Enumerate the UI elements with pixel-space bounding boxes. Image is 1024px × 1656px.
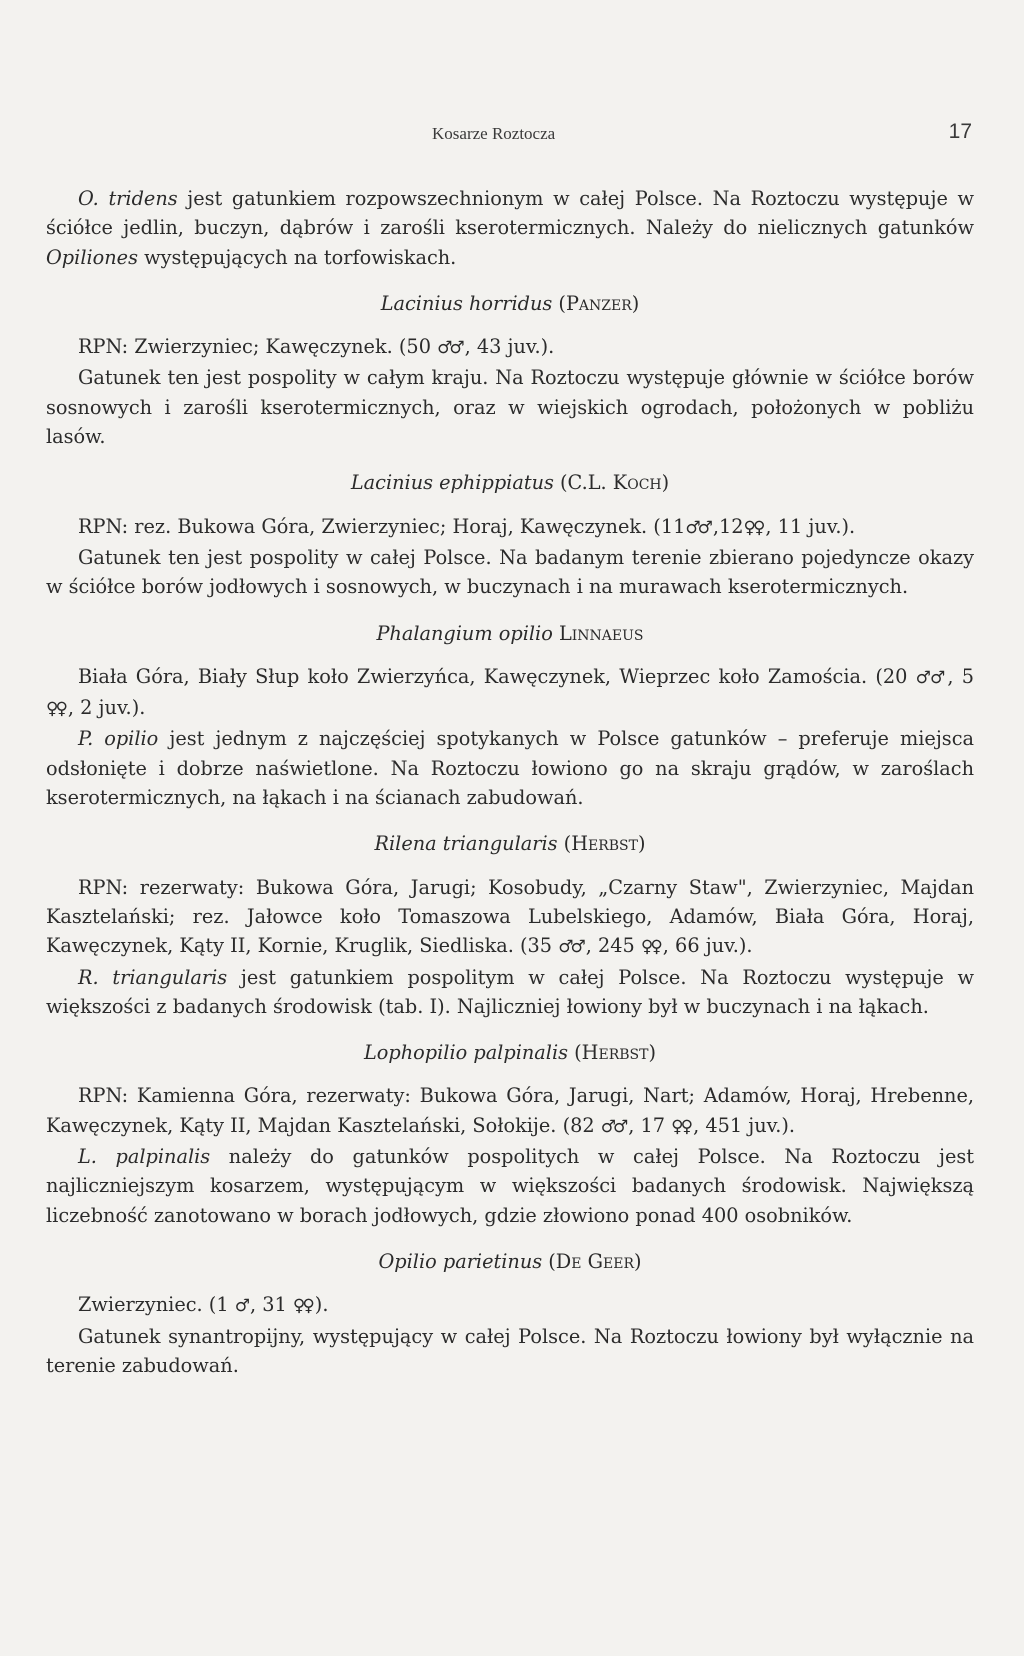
species-author: (Herbst) <box>563 832 646 856</box>
description-text: jest gatunkiem pospolitym w całej Polsce. Na Roztoczu występuje w większości z badanych środowisk (tab. I). Najliczniej łowiony był w buczynach i na łąkach. <box>46 965 975 1018</box>
locality-record <box>46 873 974 963</box>
record-text: , 66 juv.). <box>662 934 753 958</box>
record-text: Biała Góra, Biały Słup koło Zwierzyńca, Kawęczynek, Wieprzec koło Zamościa. (20 <box>78 664 916 688</box>
page-number: 17 <box>948 120 972 143</box>
species-abbrev: L. palpinalis <box>78 1145 211 1169</box>
description-text: jest jednym z najczęściej spotykanych w Polsce gatunków – preferuje miejsca odsłonięte i dobrze naświetlone. Na Roztoczu łowiono go na skraju grądów, w zaroślach kserotermicznych, na łąkach i na ścianach zabudowań. <box>46 727 974 810</box>
female-symbol: ♀♀ <box>671 1116 691 1137</box>
species-abbrev: P. opilio <box>78 727 159 751</box>
male-symbol: ♂♂ <box>685 517 710 538</box>
species-description <box>46 363 974 451</box>
species-description <box>46 963 974 1022</box>
species-abbrev: O. tridens <box>78 187 178 210</box>
species-author: (C.L. Koch) <box>560 471 670 495</box>
species-name: Rilena triangularis <box>374 832 558 856</box>
species-author: (Panzer) <box>558 291 640 315</box>
paragraph-text: jest gatunkiem rozpowszechnionym w całej Polsce. Na Roztoczu występuje w ściółce jedlin, buczyn, dąbrów i zarośli kserotermicznych. Należy do nielicznych gatunków <box>46 187 974 240</box>
species-author: Linnaeus <box>558 621 644 645</box>
species-abbrev: R. triangularis <box>78 965 228 989</box>
species-author: (Herbst) <box>574 1041 656 1065</box>
species-heading <box>46 1038 974 1067</box>
record-text: RPN: rez. Bukowa Góra, Zwierzyniec; Horaj, Kawęczynek. (11 <box>78 514 686 538</box>
locality-record <box>46 512 974 543</box>
locality-record <box>46 1081 974 1142</box>
record-text: , 43 juv.). <box>464 335 555 359</box>
record-text: , 451 juv.). <box>693 1113 796 1137</box>
locality-record <box>46 1290 974 1321</box>
paragraph-o-tridens <box>46 184 974 272</box>
record-text: , 245 <box>585 934 641 958</box>
description-text: Gatunek ten jest pospolity w całej Polsce. Na badanym terenie zbierano pojedyncze okazy w ściółce borów jodłowych i sosnowych, w buczynach i na murawach kserotermicznych. <box>46 545 974 599</box>
species-author: (De Geer) <box>548 1249 642 1273</box>
species-name: Lacinius ephippiatus <box>350 471 554 495</box>
species-description <box>46 724 974 812</box>
locality-record <box>46 662 974 725</box>
species-description <box>46 1322 974 1381</box>
record-text: , 17 <box>628 1113 672 1137</box>
record-text: ). <box>314 1293 329 1317</box>
record-text: RPN: Kamienna Góra, rezerwaty: Bukowa Góra, Jarugi, Nart; Adamów, Horaj, Hrebenne, Kawęczynek, Kąty II, Majdan Kasztelański, Sołokije. (82 <box>46 1084 974 1137</box>
species-description <box>46 1142 974 1230</box>
description-text: Gatunek synantropijny, występujący w całej Polsce. Na Roztoczu łowiony był wyłącznie na terenie zabudowań. <box>46 1324 974 1377</box>
species-heading <box>46 289 974 318</box>
female-symbol: ♀♀ <box>640 937 660 958</box>
species-name: Opilio parietinus <box>378 1249 543 1273</box>
paragraph-text: występujących na torfowiskach. <box>137 245 457 269</box>
record-text: , 31 <box>249 1293 293 1317</box>
species-heading <box>46 619 974 648</box>
female-symbol: ♀♀ <box>46 699 65 720</box>
record-text: RPN: rezerwaty: Bukowa Góra, Jarugi; Kosobudy, „Czarny Staw", Zwierzyniec, Majdan Kasztelański; rez. Jałowce koło Tomaszowa Lubelskiego, Adamów, Biała Góra, Horaj, Kawęczynek, Kąty II, Kornie, Kruglik, Siedliska. (35 <box>46 875 974 958</box>
record-text: , 5 <box>947 664 974 688</box>
record-text: Zwierzyniec. (1 <box>78 1293 235 1317</box>
species-heading <box>46 829 974 858</box>
record-text: ,12 <box>712 514 744 538</box>
male-symbol: ♂♂ <box>437 338 462 359</box>
male-symbol: ♂ <box>234 1296 247 1317</box>
running-title: Kosarze Roztocza <box>432 124 556 143</box>
record-text: RPN: Zwierzyniec; Kawęczynek. (50 <box>78 335 438 359</box>
male-symbol: ♂♂ <box>915 667 945 688</box>
body-text <box>46 184 974 1380</box>
record-text: , 2 juv.). <box>67 696 146 720</box>
record-text: , 11 juv.). <box>765 514 856 538</box>
description-text: Gatunek ten jest pospolity w całym kraju. Na Roztoczu występuje głównie w ściółce borów sosnowych i zarośli kserotermicznych, oraz w wiejskich ogrodach, położonych w pobliżu lasów. <box>46 366 974 449</box>
species-heading <box>46 1247 974 1276</box>
locality-record <box>46 332 974 363</box>
female-symbol: ♀♀ <box>743 517 763 538</box>
order-name: Opiliones <box>46 245 138 269</box>
male-symbol: ♂♂ <box>600 1116 626 1137</box>
female-symbol: ♀♀ <box>292 1296 312 1317</box>
male-symbol: ♂♂ <box>558 937 583 958</box>
species-heading <box>46 468 974 497</box>
species-name: Phalangium opilio <box>376 621 553 645</box>
species-description <box>46 543 974 602</box>
description-text: należy do gatunków pospolitych w całej Polsce. Na Roztoczu jest najliczniejszym kosarzem, występującym w większości badanych środowisk. Największą liczebność zanotowano w borach jodłowych, gdzie złowiono ponad 400 osobników. <box>46 1145 975 1227</box>
species-name: Lophopilio palpinalis <box>363 1041 569 1065</box>
species-name: Lacinius horridus <box>380 291 553 315</box>
page-header <box>46 120 972 150</box>
